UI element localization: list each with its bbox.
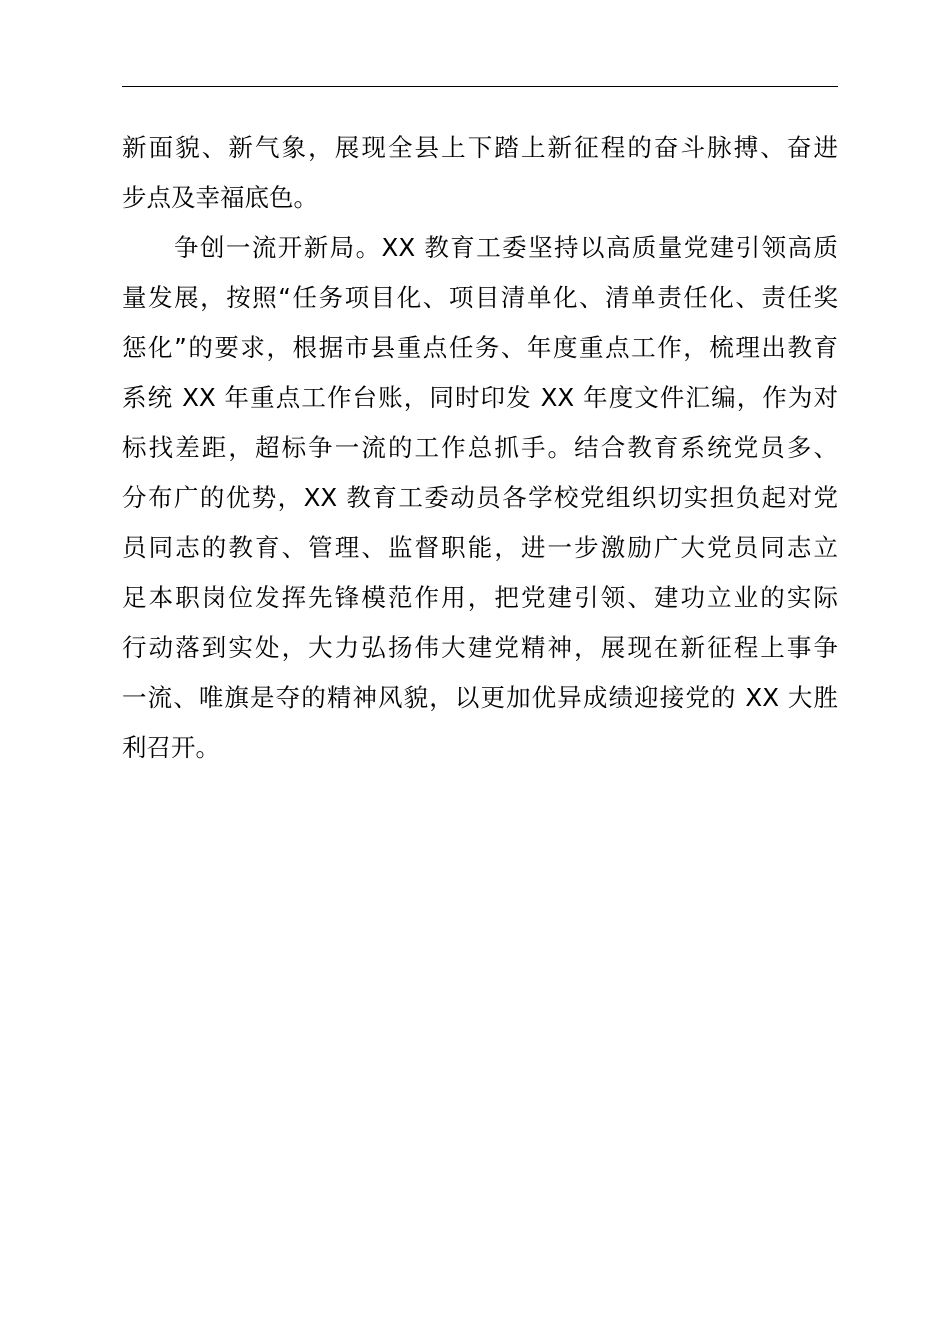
text-line: 行动落到实处，大力弘扬伟大建党精神，展现在新征程上事争: [122, 633, 838, 662]
text-line: 量发展，按照“任务项目化、项目清单化、清单责任化、责任奖: [122, 283, 838, 312]
text-line: 分布广的优势，XX 教育工委动员各学校党组织切实担负起对党: [122, 483, 838, 512]
text-line: 新面貌、新气象，展现全县上下踏上新征程的奋斗脉搏、奋进: [122, 133, 838, 162]
text-line: 标找差距，超标争一流的工作总抓手。结合教育系统党员多、: [122, 433, 838, 462]
text-line: 争创一流开新局。XX 教育工委坚持以高质量党建引领高质: [174, 233, 838, 262]
text-line: 系统 XX 年重点工作台账，同时印发 XX 年度文件汇编，作为对: [122, 383, 838, 412]
text-line: 员同志的教育、管理、监督职能，进一步激励广大党员同志立: [122, 533, 838, 562]
text-line: 足本职岗位发挥先锋模范作用，把党建引领、建功立业的实际: [122, 583, 838, 612]
header-rule: [122, 86, 838, 87]
text-line: 惩化”的要求，根据市县重点任务、年度重点工作，梳理出教育: [122, 333, 838, 362]
body-text: [122, 123, 838, 773]
text-line: 步点及幸福底色。: [122, 183, 318, 212]
text-line: 一流、唯旗是夺的精神风貌，以更加优异成绩迎接党的 XX 大胜: [122, 683, 838, 712]
text-line: 利召开。: [122, 733, 220, 762]
